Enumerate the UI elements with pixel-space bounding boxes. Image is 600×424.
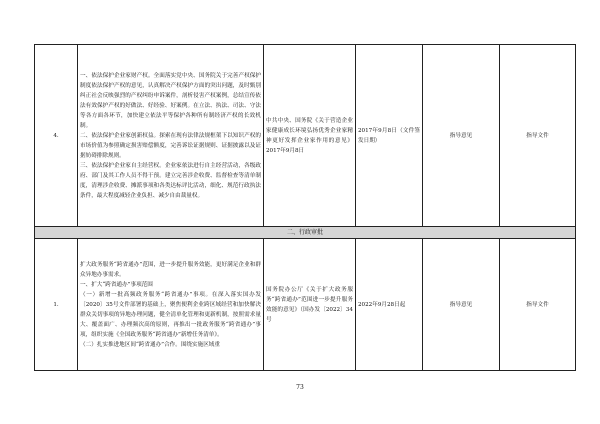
- page-number: 73: [296, 384, 304, 391]
- document-type: 指导文件: [500, 45, 576, 227]
- table-row: [35, 45, 576, 227]
- content-paragraph: （二）扎实推进地区间“跨省通办”合作。围绕实施区域重: [80, 341, 220, 348]
- content-paragraph: 一、依法保护企业家财产权。全面落实党中央、国务院关于完善产权保护制度依法保护产权的意见，认真解决产权保护方面的突出问题，及时甄别纠正社会反映强烈的产权纠纷申诉案件，剖析侵害产权案例，总结宣传依法有效保护产权的好做法、好经验、好案例。在立法、执法、司法、守法等各方面各环节，加快建立依法平等保护各种所有制经济产权的长效机制。: [80, 72, 261, 129]
- document-type: 指导文件: [500, 239, 576, 371]
- document-nature: 指导意见: [423, 45, 500, 227]
- document-nature: 指导意见: [423, 239, 500, 371]
- content-paragraph: 三、依法保护企业家自主经营权。企业家依法进行自主经营活动，各级政府、部门及其工作人员不得干预。建立完善涉企收费、监督检查等清单制度，清理涉企收费、摊派事项和各类达标评比活动，细化、规范行政执法条件，最大程度减轻企业负担、减少自由裁量权。: [80, 162, 261, 199]
- content-paragraph: 一、扩大“跨省通办”事项范围: [80, 281, 153, 288]
- section-title: 二、行政审批: [35, 227, 576, 239]
- effective-date: 2022年9月28日起: [356, 239, 423, 371]
- table-row: [35, 239, 576, 371]
- effective-date: 2017年9月8日（文件签发日期）: [356, 45, 423, 227]
- policy-content: [78, 239, 264, 371]
- content-paragraph: 二、依法保护企业家创新权益。探索在现有法律法规框架下以知识产权的市场价值为参照确定损害赔偿额度，完善诉讼证据规则、证据披露以及证据妨碍排除规则。: [80, 132, 261, 159]
- policy-content: [78, 45, 264, 227]
- row-number: 1.: [35, 239, 78, 371]
- content-paragraph: 扩大政务服务“跨省通办”范围，进一步提升服务效能，更好满足企业和群众异地办事需求。: [80, 261, 261, 278]
- policy-basis: 国务院办公厅《关于扩大政务服务“跨省通办”范围进一步提升服务效能的意见》（国办发〔2022〕34号: [264, 239, 356, 371]
- content-paragraph: （一）新增一批高频政务服务“跨省通办”事项。在深入落实国办发〔2020〕35号文件部署的基础上，聚焦便利企业跨区域经营和加快解决群众关切事项的异地办理问题，健全清单化管理和更新机制，按照需求量大、覆盖面广、办理频次高的原则，再推出一批政务服务“跨省通办”事项，组织实施《全国政务服务“跨省通办”新增任务清单》。: [80, 291, 261, 338]
- policy-table: [34, 44, 576, 371]
- row-number: 4.: [35, 45, 78, 227]
- policy-basis: 中共中央、国务院《关于营造企业家健康成长环境弘扬优秀企业家精神更好发挥企业家作用的意见》2017年9月8日: [264, 45, 356, 227]
- section-row: [35, 227, 576, 239]
